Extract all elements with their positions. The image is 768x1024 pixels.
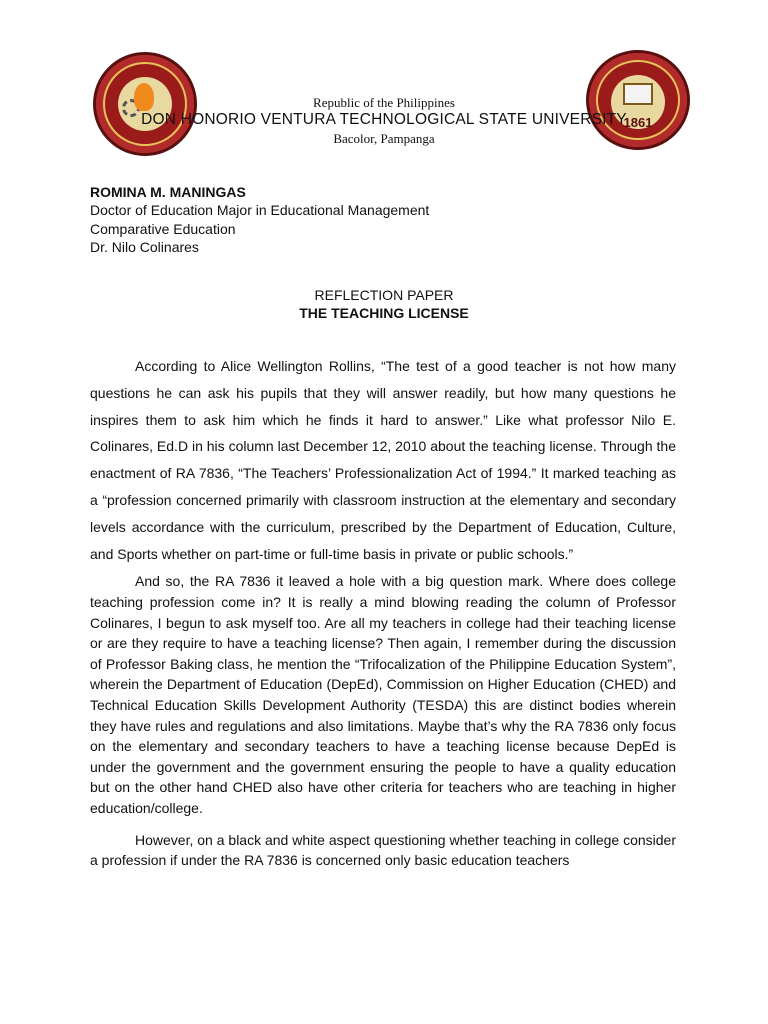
paper-type: REFLECTION PAPER xyxy=(314,287,454,303)
republic-line: Republic of the Philippines xyxy=(313,95,455,110)
author-course: Comparative Education xyxy=(90,220,236,237)
author-professor: Dr. Nilo Colinares xyxy=(90,238,199,255)
university-location: Bacolor, Pampanga xyxy=(333,131,435,146)
author-block xyxy=(90,183,429,256)
seal-year: 1861 xyxy=(623,115,653,130)
author-name: ROMINA M. MANINGAS xyxy=(90,184,246,200)
paragraph-2: And so, the RA 7836 it leaved a hole with a big question mark. Where does college teaching profession come in? It is really a mind blowing reading the column of Professor Colinares, I begun to ask myself too. Are all my teachers in college had their teaching license or are they require to have a teaching license? Then again, I remember during the discussion of Professor Baking class, he mention the “Trifocalization of the Philippine Education System”, wherein the Department of Education (DepEd), Commission on Higher Education (CHED) and Technical Education Skills Development Authority (TESDA) this are distinct bodies wherein they have rules and regulations and also limitations. Maybe that’s why the RA 7836 only focus on the elementary and secondary teachers to have a teaching license because DepEd is under the government and the government ensuring the people to have a quality education but on the other hand CHED also have other criteria for teachers who are teaching in higher education/college. xyxy=(90,573,676,816)
paragraph-3: However, on a black and white aspect questioning whether teaching in college consider a profession if under the RA 7836 is concerned only basic education teachers xyxy=(90,831,676,869)
paper-body xyxy=(90,353,676,871)
paragraph-1: According to Alice Wellington Rollins, “The test of a good teacher is not how many questions he can ask his pupils that they will answer readily, but how many questions he inspires them to ask him which he finds it hard to answer.” Like what professor Nilo E. Colinares, Ed.D in his column last December 12, 2010 about the teaching license. Through the enactment of RA 7836, “The Teachers’ Professionalization Act of 1994.” It marked teaching as a “profession concerned primarily with classroom instruction at the elementary and secondary levels accordance with the curriculum, prescribed by the Department of Education, Culture, and Sports whether on part-time or full-time basis in private or public schools.” xyxy=(90,358,676,562)
paper-title: THE TEACHING LICENSE xyxy=(299,305,469,321)
author-program: Doctor of Education Major in Educational Management xyxy=(90,202,430,219)
university-name: DON HONORIO VENTURA TECHNOLOGICAL STATE UNIVERSITY xyxy=(141,111,627,128)
paper-title-block xyxy=(0,286,768,322)
